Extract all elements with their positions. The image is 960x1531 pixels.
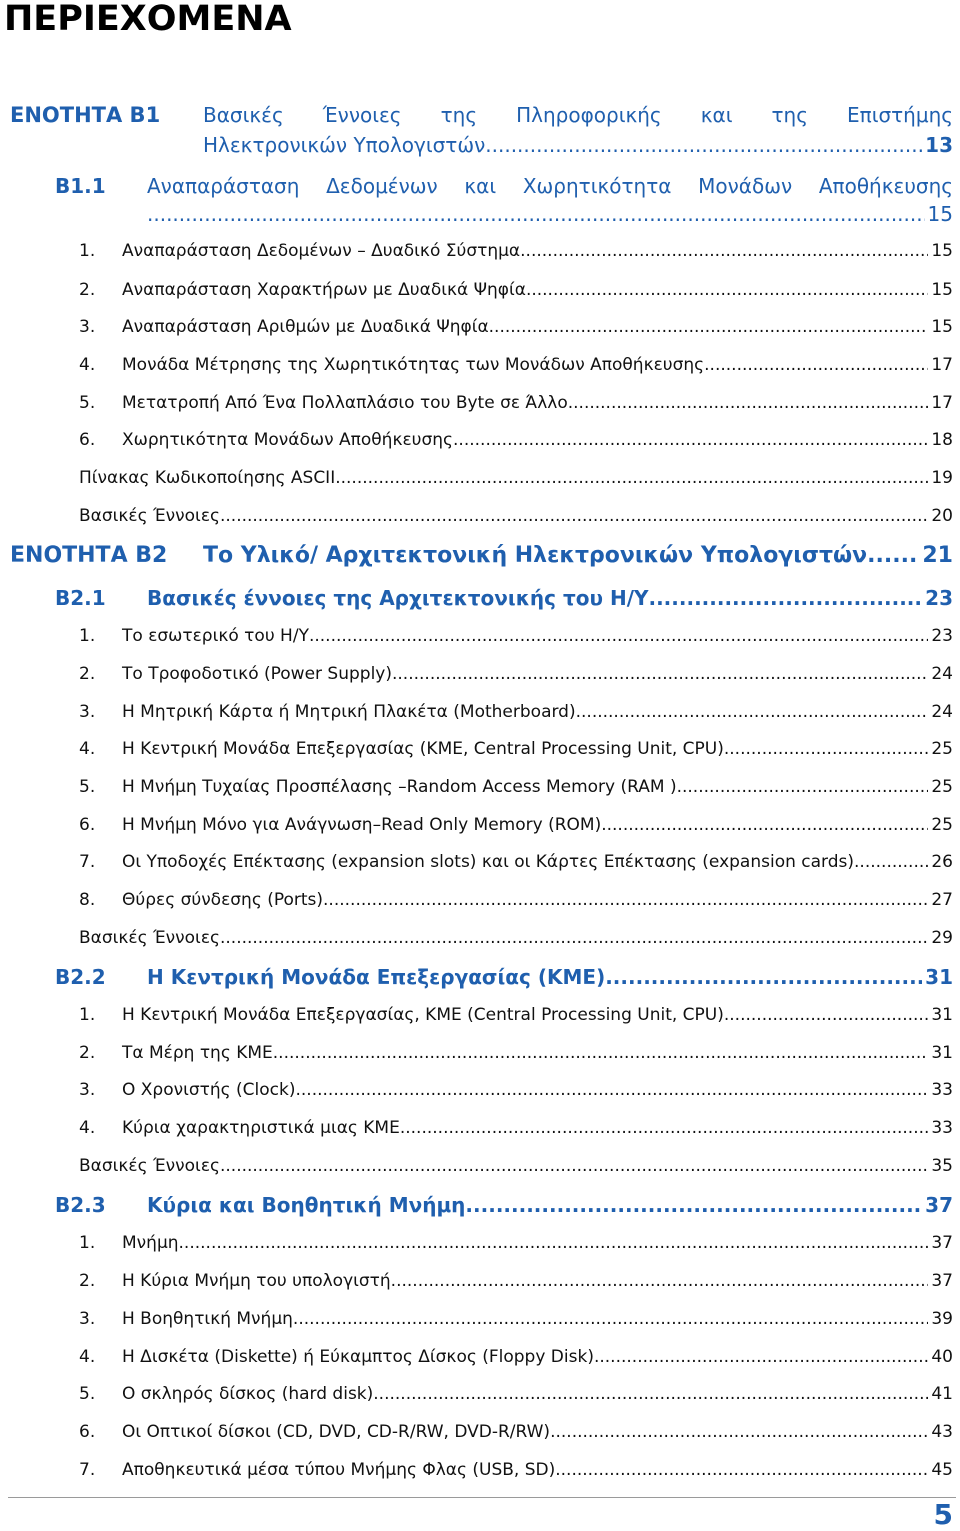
entry-title: Θύρες σύνδεσης (Ports) [122,890,324,910]
dot-leader [373,1382,928,1406]
dot-leader [489,315,929,339]
toc-entry[interactable] [79,926,953,950]
entry-title: Βασικές Έννοιες [79,506,220,526]
entry-number: 4. [79,1347,96,1367]
entry-page: 15 [931,241,953,261]
entry-page: 31 [931,1043,953,1063]
entry-title: Ο Χρονιστής (Clock) [122,1080,296,1100]
unit-title-line1: Βασικές Έννοιες της Πληροφορικής και της Επιστήμης [203,103,953,127]
entry-number: 6. [79,430,96,450]
page-number: 5 [933,1498,953,1531]
dot-leader [854,850,928,874]
entry-title: Ο σκληρός δίσκος (hard disk) [122,1384,374,1404]
toc-entry[interactable] [79,1231,953,1255]
toc-entry[interactable] [79,813,953,837]
entry-number: 4. [79,739,96,759]
toc-entry[interactable] [79,775,953,799]
toc-entry[interactable] [79,1078,953,1102]
unit-title-row [203,544,953,568]
entry-page: 24 [931,664,953,684]
entry-page: 25 [931,739,953,759]
entry-title: Η Κεντρική Μονάδα Επεξεργασίας, ΚΜΕ (Central Processing Unit, CPU) [122,1005,724,1025]
dot-leader [273,1041,929,1065]
toc-entry[interactable] [79,353,953,377]
entry-number: 5. [79,393,96,413]
entry-title: Μετατροπή Από Ένα Πολλαπλάσιο του Byte σε Άλλο [122,393,568,413]
section-title-row [147,586,953,610]
toc-entry[interactable] [79,624,953,648]
entry-page: 20 [931,506,953,526]
entry-title: Η Κύρια Μνήμη του υπολογιστή [122,1271,391,1291]
section-label: Β2.2 [55,965,106,989]
entry-title: Αναπαράσταση Αριθμών με Δυαδικά Ψηφία [122,317,489,337]
entry-number: 2. [79,664,96,684]
dot-leader [867,544,919,568]
entry-title: Μνήμη [122,1233,179,1253]
entry-page: 18 [931,430,953,450]
entry-title: Αναπαράσταση Δεδομένων – Δυαδικό Σύστημα [122,241,521,261]
entry-number: 6. [79,815,96,835]
toc-entry[interactable] [79,239,953,263]
dot-leader [220,504,928,528]
entry-page: 25 [931,815,953,835]
toc-entry[interactable] [79,737,953,761]
toc-entry[interactable] [79,1041,953,1065]
entry-title: Η Μνήμη Μόνο για Ανάγνωση–Read Only Memory (ROM) [122,815,602,835]
dot-leader [220,926,928,950]
entry-title: Το εσωτερικό του Η/Υ [122,626,309,646]
entry-number: 5. [79,1384,96,1404]
dot-leader [465,1193,922,1217]
entry-title: Τα Μέρη της ΚΜΕ [122,1043,273,1063]
entry-title: Πίνακας Κωδικοποίησης ASCII [79,468,336,488]
unit-title-line2-row [203,133,953,157]
toc-entry[interactable] [79,1345,953,1369]
entry-page: 37 [931,1271,953,1291]
entry-page: 25 [931,777,953,797]
entry-page: 17 [931,355,953,375]
dot-leader [391,1269,929,1293]
entry-title: Η Κεντρική Μονάδα Επεξεργασίας (ΚΜΕ, Central Processing Unit, CPU) [122,739,724,759]
toc-entry[interactable] [79,1382,953,1406]
toc-entry[interactable] [79,1458,953,1482]
toc-entry[interactable] [79,1420,953,1444]
toc-entry[interactable] [79,1116,953,1140]
entry-page: 17 [931,393,953,413]
toc-entry[interactable] [79,428,953,452]
entry-page: 15 [931,280,953,300]
entry-number: 3. [79,1309,96,1329]
dot-leader [555,1458,928,1482]
dot-leader [296,1078,929,1102]
entry-number: 2. [79,280,96,300]
dot-leader [677,775,929,799]
entry-title: Μονάδα Μέτρησης της Χωρητικότητας των Μονάδων Αποθήκευσης [122,355,705,375]
entry-number: 1. [79,241,96,261]
section-leader-row [147,202,953,226]
entry-title: Η Μνήμη Τυχαίας Προσπέλασης –Random Access Memory (RAM ) [122,777,677,797]
entry-number: 2. [79,1271,96,1291]
entry-page: 24 [931,702,953,722]
dot-leader [724,1003,928,1027]
section-title-row [147,965,953,989]
entry-page: 26 [931,852,953,872]
dot-leader [335,466,928,490]
entry-title: Αναπαράσταση Χαρακτήρων με Δυαδικά Ψηφία [122,280,526,300]
entry-number: 7. [79,852,96,872]
entry-title: Η Μητρική Κάρτα ή Μητρική Πλακέτα (Motherboard) [122,702,576,722]
section-title-row [147,1193,953,1217]
entry-title: Η Βοηθητική Μνήμη [122,1309,293,1329]
entry-number: 1. [79,1233,96,1253]
section-label: Β2.3 [55,1193,106,1217]
entry-number: 6. [79,1422,96,1442]
toc-entry[interactable] [79,888,953,912]
toc-entry[interactable] [79,1003,953,1027]
dot-leader [485,133,922,157]
entry-page: 19 [931,468,953,488]
toc-entry[interactable] [79,1307,953,1331]
entry-number: 5. [79,777,96,797]
entry-number: 3. [79,317,96,337]
toc-entry[interactable] [79,662,953,686]
entry-number: 8. [79,890,96,910]
toc-entry[interactable] [79,1269,953,1293]
dot-leader [601,813,928,837]
entry-page: 31 [931,1005,953,1025]
dot-leader [179,1231,929,1255]
toc-entry[interactable] [79,1154,953,1178]
entry-title: Βασικές Έννοιες [79,1156,220,1176]
entry-page: 37 [931,1233,953,1253]
dot-leader [453,428,928,452]
entry-title: Οι Οπτικοί δίσκοι (CD, DVD, CD-R/RW, DVD-R/RW) [122,1422,551,1442]
entry-number: 1. [79,1005,96,1025]
unit-title: Το Υλικό/ Αρχιτεκτονική Ηλεκτρονικών Υπολογιστών [203,543,868,568]
section-page: 37 [925,1193,953,1217]
entry-page: 41 [931,1384,953,1404]
dot-leader [392,662,928,686]
toc-entry[interactable] [79,466,953,490]
dot-leader [323,888,928,912]
entry-page: 33 [931,1118,953,1138]
entry-number: 3. [79,1080,96,1100]
entry-number: 4. [79,1118,96,1138]
entry-page: 40 [931,1347,953,1367]
entry-title: Βασικές Έννοιες [79,928,220,948]
dot-leader [605,965,922,989]
entry-page: 23 [931,626,953,646]
entry-page: 15 [931,317,953,337]
section-title: Κύρια και Βοηθητική Μνήμη [147,1193,466,1217]
entry-title: Οι Υποδοχές Επέκτασης (expansion slots) και οι Κάρτες Επέκτασης (expansion cards) [122,852,855,872]
section-title: Αναπαράσταση Δεδομένων και Χωρητικότητα Μονάδων Αποθήκευσης [147,174,953,198]
entry-title: Κύρια χαρακτηριστικά μιας ΚΜΕ [122,1118,400,1138]
entry-title: Η Δισκέτα (Diskette) ή Εύκαμπτος Δίσκος (Floppy Disk) [122,1347,594,1367]
dot-leader [568,391,929,415]
unit-label: ΕΝΟΤΗΤΑ Β2 [10,543,168,568]
entry-number: 1. [79,626,96,646]
dot-leader [293,1307,928,1331]
entry-number: 3. [79,702,96,722]
entry-title: Αποθηκευτικά μέσα τύπου Μνήμης Φλας (USB, SD) [122,1460,556,1480]
section-label: Β2.1 [55,586,106,610]
entry-page: 35 [931,1156,953,1176]
dot-leader [704,353,928,377]
toc-entry[interactable] [79,278,953,302]
dot-leader [576,700,929,724]
unit-page: 21 [922,543,953,568]
entry-page: 39 [931,1309,953,1329]
section-page: 23 [925,586,953,610]
toc-entry[interactable] [79,391,953,415]
entry-page: 33 [931,1080,953,1100]
dot-leader [147,202,925,226]
dot-leader [526,278,928,302]
section-page: 31 [925,965,953,989]
entry-title: Το Τροφοδοτικό (Power Supply) [122,664,392,684]
page-title: ΠΕΡΙΕΧΟΜΕΝΑ [4,0,292,39]
entry-page: 29 [931,928,953,948]
section-title: Βασικές έννοιες της Αρχιτεκτονικής του Η/Υ [147,586,649,610]
dot-leader [648,586,922,610]
dot-leader [594,1345,928,1369]
toc-entry[interactable] [79,315,953,339]
toc-entry[interactable] [79,504,953,528]
toc-entry[interactable] [79,850,953,874]
dot-leader [724,737,928,761]
unit-page: 13 [925,133,953,157]
entry-number: 4. [79,355,96,375]
dot-leader [400,1116,929,1140]
entry-number: 7. [79,1460,96,1480]
entry-page: 27 [931,890,953,910]
unit-label: ΕΝΟΤΗΤΑ Β1 [10,103,161,127]
dot-leader [220,1154,928,1178]
unit-title-line2: Ηλεκτρονικών Υπολογιστών [203,133,486,157]
entry-page: 43 [931,1422,953,1442]
section-title: Η Κεντρική Μονάδα Επεξεργασίας (ΚΜΕ) [147,965,606,989]
entry-number: 2. [79,1043,96,1063]
toc-entry[interactable] [79,700,953,724]
dot-leader [550,1420,928,1444]
dot-leader [520,239,928,263]
entry-title: Χωρητικότητα Μονάδων Αποθήκευσης [122,430,454,450]
dot-leader [309,624,928,648]
footer-rule [8,1497,956,1498]
section-label: Β1.1 [55,174,106,198]
entry-page: 45 [931,1460,953,1480]
section-page: 15 [927,202,953,226]
